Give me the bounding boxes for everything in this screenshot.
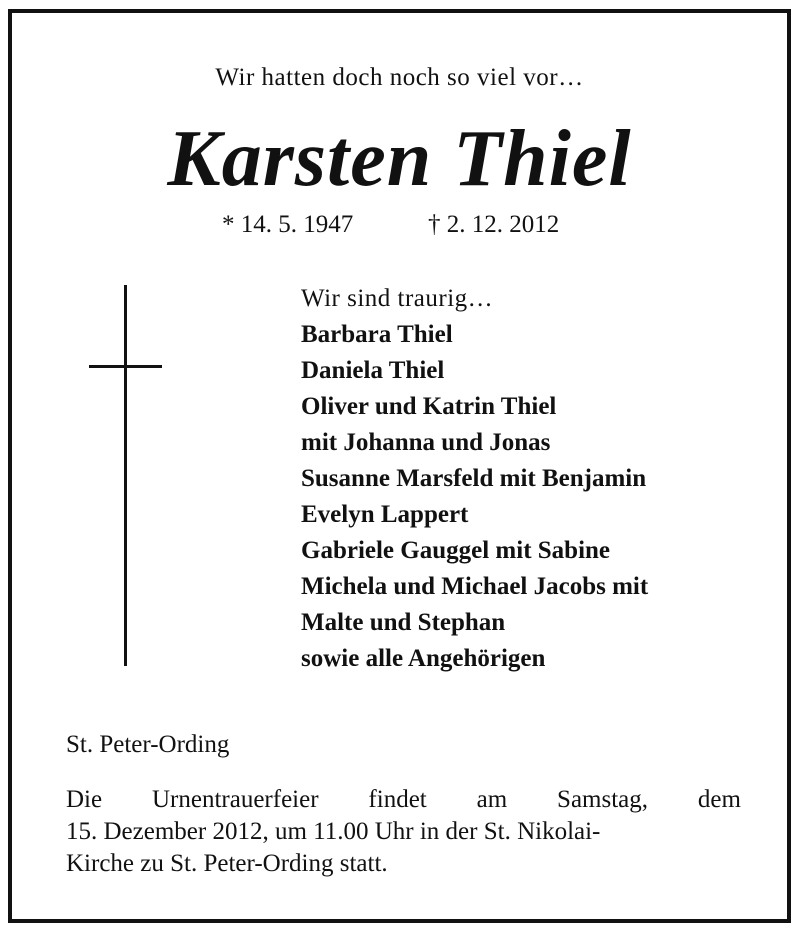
mourner-name: Daniela Thiel xyxy=(301,357,445,384)
mourners-lead: Wir sind traurig… xyxy=(301,285,494,312)
ceremony-word: findet xyxy=(368,786,427,813)
birth-date: * 14. 5. 1947 xyxy=(222,211,354,238)
ceremony-line-1 xyxy=(66,784,741,816)
mourners-list xyxy=(301,281,648,677)
ceremony-text xyxy=(66,784,741,880)
cross-horizontal-bar xyxy=(89,365,162,368)
deceased-name: Karsten Thiel xyxy=(167,115,632,203)
mourner-name: Malte und Stephan xyxy=(301,609,506,636)
death-date: † 2. 12. 2012 xyxy=(428,211,560,238)
ceremony-word: Samstag, xyxy=(557,786,649,813)
mourner-name: Susanne Marsfeld mit Benjamin xyxy=(301,465,647,492)
mourner-name: sowie alle Angehörigen xyxy=(301,645,546,672)
mourner-name: Gabriele Gauggel mit Sabine xyxy=(301,537,611,564)
ceremony-word: dem xyxy=(697,786,741,813)
ceremony-word: am xyxy=(476,786,508,813)
mourner-name: Evelyn Lappert xyxy=(301,501,469,528)
mourner-name: Oliver und Katrin Thiel xyxy=(301,393,557,420)
ceremony-word: Urnentrauerfeier xyxy=(151,786,319,813)
mourner-name: mit Johanna und Jonas xyxy=(301,429,551,456)
intro-line: Wir hatten doch noch so viel vor… xyxy=(215,64,584,91)
ceremony-line-2: 15. Dezember 2012, um 11.00 Uhr in der St. Nikolai- xyxy=(66,818,601,845)
mourner-name: Barbara Thiel xyxy=(301,321,453,348)
notice-frame xyxy=(8,9,791,923)
mourner-name: Michela und Michael Jacobs mit xyxy=(301,573,649,600)
ceremony-line-3: Kirche zu St. Peter-Ording statt. xyxy=(66,850,388,877)
place-line: St. Peter-Ording xyxy=(66,731,230,758)
ceremony-word: Die xyxy=(66,786,103,813)
cross-vertical-bar xyxy=(124,285,127,666)
